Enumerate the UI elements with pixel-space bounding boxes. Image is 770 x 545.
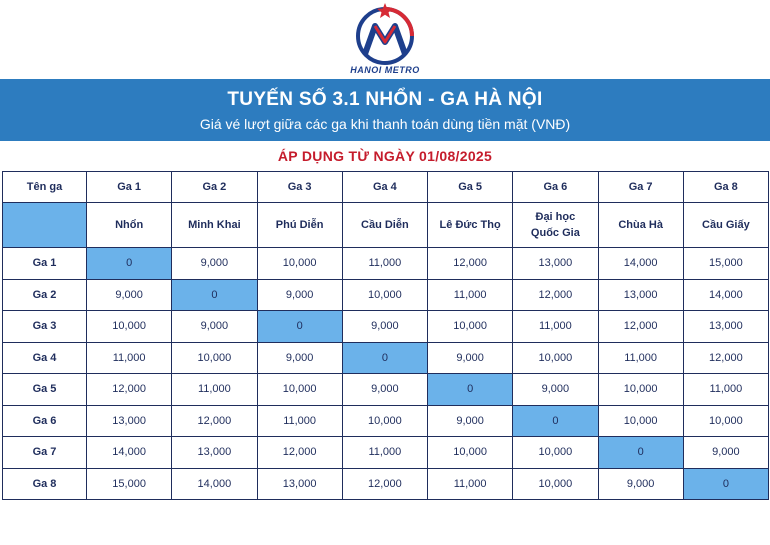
station-name: Lê Đức Thọ — [428, 203, 513, 248]
effective-date: ÁP DỤNG TỪ NGÀY 01/08/2025 — [277, 148, 493, 164]
fare-cell: 14,000 — [87, 437, 172, 469]
fare-cell: 14,000 — [172, 468, 257, 500]
fare-cell: 9,000 — [428, 342, 513, 374]
table-row — [3, 279, 769, 311]
fare-cell: 11,000 — [342, 248, 427, 280]
fare-cell: 11,000 — [513, 311, 598, 343]
fare-cell: 10,000 — [342, 405, 427, 437]
fare-cell: 10,000 — [172, 342, 257, 374]
column-header-code: Ga 7 — [598, 172, 683, 203]
fare-cell: 10,000 — [598, 374, 683, 406]
station-name: Cầu Diễn — [342, 203, 427, 248]
table-row — [3, 311, 769, 343]
page-title: TUYẾN SỐ 3.1 NHỔN - GA HÀ NỘI — [227, 89, 543, 110]
table-row — [3, 248, 769, 280]
fare-cell: 9,000 — [257, 342, 342, 374]
fare-cell: 10,000 — [257, 248, 342, 280]
station-name: Minh Khai — [172, 203, 257, 248]
column-header-code: Ga 5 — [428, 172, 513, 203]
hanoi-metro-logo — [345, 2, 425, 78]
fare-cell: 10,000 — [87, 311, 172, 343]
station-name: Cầu Giấy — [683, 203, 768, 248]
fare-cell: 15,000 — [683, 248, 768, 280]
fare-cell: 11,000 — [683, 374, 768, 406]
fare-cell: 13,000 — [598, 279, 683, 311]
row-label: Ga 3 — [3, 311, 87, 343]
fare-cell: 12,000 — [513, 279, 598, 311]
fare-cell: 10,000 — [257, 374, 342, 406]
fare-cell: 0 — [172, 279, 257, 311]
station-name: Nhổn — [87, 203, 172, 248]
fare-cell: 11,000 — [428, 279, 513, 311]
fare-cell: 9,000 — [513, 374, 598, 406]
fare-cell: 12,000 — [87, 374, 172, 406]
fare-cell: 12,000 — [683, 342, 768, 374]
fare-cell: 0 — [598, 437, 683, 469]
fare-cell: 15,000 — [87, 468, 172, 500]
row-label: Ga 5 — [3, 374, 87, 406]
station-name: Chùa Hà — [598, 203, 683, 248]
column-header-code: Ga 4 — [342, 172, 427, 203]
fare-cell: 11,000 — [172, 374, 257, 406]
fare-cell: 9,000 — [172, 248, 257, 280]
fare-cell: 0 — [513, 405, 598, 437]
row-label: Ga 8 — [3, 468, 87, 500]
fare-cell: 9,000 — [342, 311, 427, 343]
fare-cell: 14,000 — [598, 248, 683, 280]
fare-cell: 12,000 — [257, 437, 342, 469]
fare-cell: 11,000 — [342, 437, 427, 469]
fare-cell: 10,000 — [428, 311, 513, 343]
fare-cell: 10,000 — [683, 405, 768, 437]
fare-cell: 13,000 — [257, 468, 342, 500]
title-banner — [0, 79, 770, 141]
fare-cell: 13,000 — [683, 311, 768, 343]
fare-cell: 9,000 — [342, 374, 427, 406]
page-subtitle: Giá vé lượt giữa các ga khi thanh toán dùng tiền mặt (VNĐ) — [199, 116, 571, 132]
fare-cell: 10,000 — [513, 437, 598, 469]
fare-cell: 10,000 — [513, 342, 598, 374]
header-row — [3, 172, 769, 203]
fare-cell: 11,000 — [598, 342, 683, 374]
row-label: Ga 4 — [3, 342, 87, 374]
table-row — [3, 437, 769, 469]
fare-cell: 13,000 — [172, 437, 257, 469]
fare-cell: 0 — [428, 374, 513, 406]
fare-cell: 11,000 — [87, 342, 172, 374]
fare-cell: 0 — [342, 342, 427, 374]
metro-logo-icon — [345, 2, 425, 66]
row-label: Ga 7 — [3, 437, 87, 469]
column-header-code: Ga 6 — [513, 172, 598, 203]
fare-cell: 9,000 — [683, 437, 768, 469]
fare-cell: 10,000 — [598, 405, 683, 437]
station-name: Đại học Quốc Gia — [513, 203, 598, 248]
fare-cell: 0 — [257, 311, 342, 343]
column-header-code: Ga 2 — [172, 172, 257, 203]
table-row — [3, 342, 769, 374]
fare-cell: 11,000 — [257, 405, 342, 437]
station-name-row — [3, 203, 769, 248]
fare-cell: 9,000 — [428, 405, 513, 437]
fare-cell: 10,000 — [342, 279, 427, 311]
fare-cell: 13,000 — [513, 248, 598, 280]
fare-cell: 13,000 — [87, 405, 172, 437]
fare-cell: 0 — [87, 248, 172, 280]
fare-cell: 12,000 — [172, 405, 257, 437]
fare-cell: 9,000 — [172, 311, 257, 343]
fare-cell: 12,000 — [342, 468, 427, 500]
logo-brand-text: HANOI METRO — [350, 65, 420, 75]
fare-cell: 0 — [683, 468, 768, 500]
table-row — [3, 468, 769, 500]
blank-corner-cell — [3, 203, 87, 248]
table-row — [3, 374, 769, 406]
fare-cell: 12,000 — [428, 248, 513, 280]
column-header-code: Ga 3 — [257, 172, 342, 203]
row-label: Ga 1 — [3, 248, 87, 280]
fare-table — [2, 171, 769, 500]
fare-cell: 10,000 — [513, 468, 598, 500]
fare-cell: 9,000 — [257, 279, 342, 311]
fare-cell: 9,000 — [87, 279, 172, 311]
fare-cell: 9,000 — [598, 468, 683, 500]
fare-cell: 11,000 — [428, 468, 513, 500]
station-name: Phú Diễn — [257, 203, 342, 248]
row-label: Ga 2 — [3, 279, 87, 311]
row-label: Ga 6 — [3, 405, 87, 437]
column-header-code: Ga 8 — [683, 172, 768, 203]
fare-cell: 14,000 — [683, 279, 768, 311]
table-row — [3, 405, 769, 437]
fare-cell: 10,000 — [428, 437, 513, 469]
corner-label: Tên ga — [3, 172, 87, 203]
fare-cell: 12,000 — [598, 311, 683, 343]
column-header-code: Ga 1 — [87, 172, 172, 203]
